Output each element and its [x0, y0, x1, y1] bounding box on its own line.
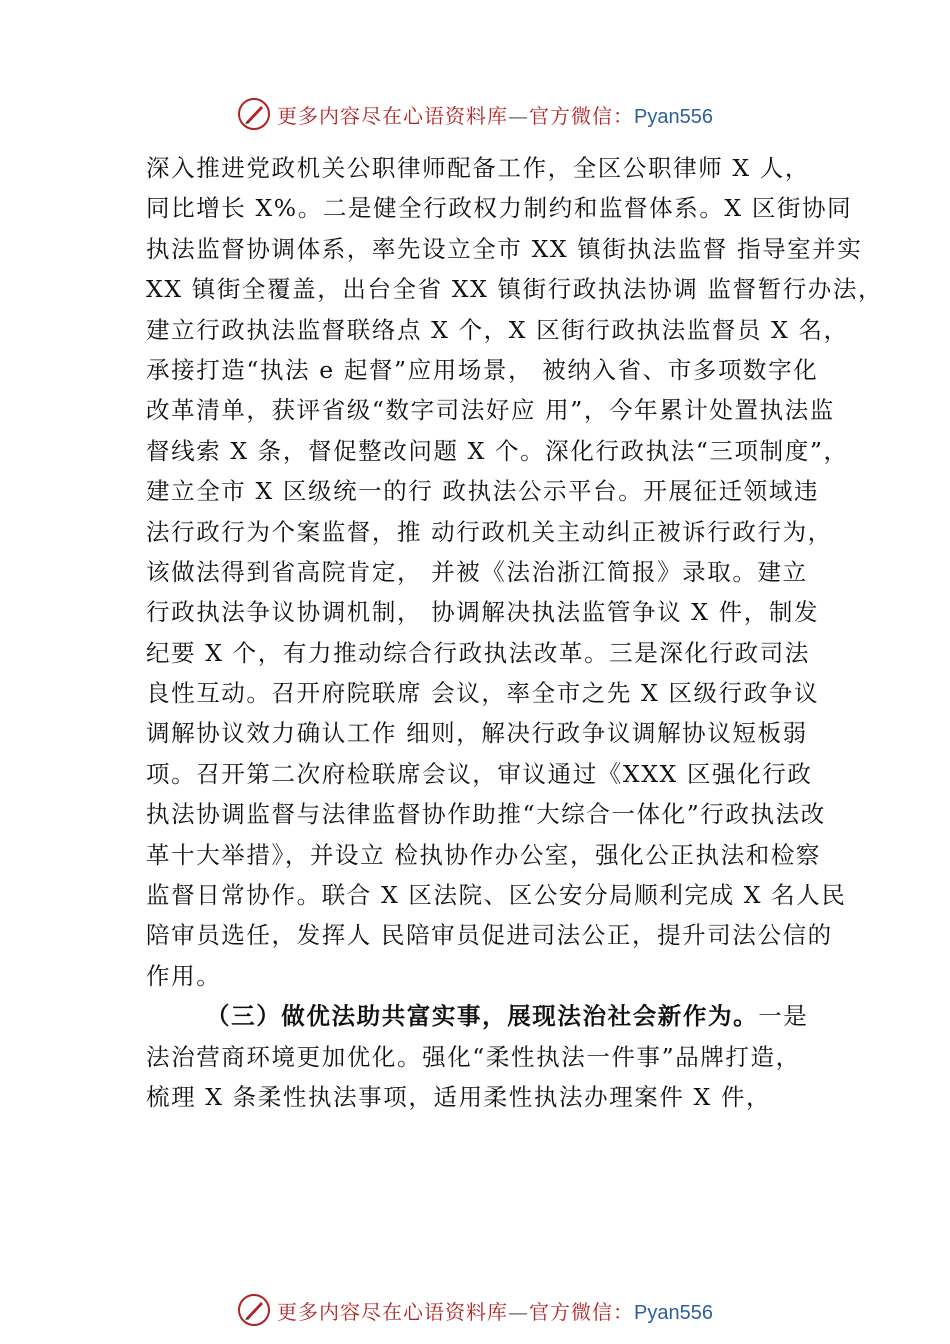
section-heading-rest: 一是: [758, 1002, 809, 1031]
header-watermark: [0, 94, 950, 134]
body-line: 项。召开第二次府检联席会议，审议通过《XXX 区强化行政: [146, 759, 813, 788]
body-line: 法行政行为个案监督，推 动行政机关主动纠正被诉行政行为，: [146, 517, 833, 546]
body-line: 纪要 X 个，有力推动综合行政执法改革。三是深化行政司法: [146, 638, 810, 667]
body-line: 承接打造“执法 e 起督”应用场景， 被纳入省、市多项数字化: [146, 355, 819, 384]
watermark-id: Pyan556: [634, 1301, 713, 1324]
section-line: 梳理 X 条柔性执法事项，适用柔性执法办理案件 X 件，: [146, 1082, 772, 1111]
body-line: 建立全市 X 区级统一的行 政执法公示平台。开展征迁领域违: [146, 477, 820, 506]
body-line: 建立行政执法监督联络点 X 个，X 区街行政执法监督员 X 名，: [146, 315, 849, 344]
body-line: 改革清单，获评省级“数字司法好应 用”，今年累计处置执法监: [146, 396, 835, 425]
body-line: 良性互动。召开府院联席 会议，率全市之先 X 区级行政争议: [146, 679, 820, 708]
watermark-main: 更多内容尽在心语资料库: [277, 103, 509, 128]
header-watermark-text: [277, 100, 713, 129]
document-body: [146, 148, 884, 1117]
body-line: 监督日常协作。联合 X 区法院、区公安分局顺利完成 X 名人民: [146, 881, 847, 910]
body-line: 执法监督协调体系，率先设立全市 XX 镇街执法监督 指导室并实: [146, 234, 863, 263]
body-line: 执法协调监督与法律监督协作助推“大综合一体化”行政执法改: [146, 800, 826, 829]
body-line: 作用。: [146, 961, 222, 990]
body-line: 陪审员选任，发挥人 民陪审员促进司法公正，提升司法公信的: [146, 921, 833, 950]
quill-pen-logo-icon: [237, 97, 271, 131]
body-line: XX 镇街全覆盖，出台全省 XX 镇街行政执法协调 监督暂行办法，: [146, 275, 884, 304]
body-line: 调解协议效力确认工作 细则，解决行政争议调解协议短板弱: [146, 719, 808, 748]
watermark-main: 更多内容尽在心语资料库: [277, 1299, 509, 1324]
body-line: 行政执法争议协调机制， 协调解决执法监管争议 X 件，制发: [146, 598, 820, 627]
body-line: 督线索 X 条，督促整改问题 X 个。深化行政执法“三项制度”，: [146, 436, 849, 465]
footer-watermark: [0, 1290, 950, 1330]
watermark-dash: —: [508, 103, 530, 128]
watermark-label: 官方微信：: [529, 103, 635, 128]
watermark-dash: —: [508, 1299, 530, 1324]
section-heading: （三）做优法助共富实事，展现法治社会新作为。: [206, 1002, 759, 1031]
body-line: 革十大举措》，并设立 检执协作办公室，强化公正执法和检察: [146, 840, 822, 869]
body-line: 深入推进党政机关公职律师配备工作，全区公职律师 X 人，: [146, 154, 810, 182]
body-line: 该做法得到省高院肯定， 并被《法治浙江简报》录取。建立: [146, 557, 808, 586]
footer-watermark-text: [277, 1296, 713, 1325]
quill-pen-logo-icon: [237, 1293, 271, 1327]
body-line: 同比增长 X%。二是健全行政权力制约和监督体系。X 区街协同: [146, 194, 853, 223]
section-line: 法治营商环境更加优化。强化“柔性执法一件事”品牌打造，: [146, 1042, 801, 1071]
section-heading-line: [146, 996, 836, 1036]
watermark-id: Pyan556: [634, 105, 713, 128]
watermark-label: 官方微信：: [529, 1299, 635, 1324]
